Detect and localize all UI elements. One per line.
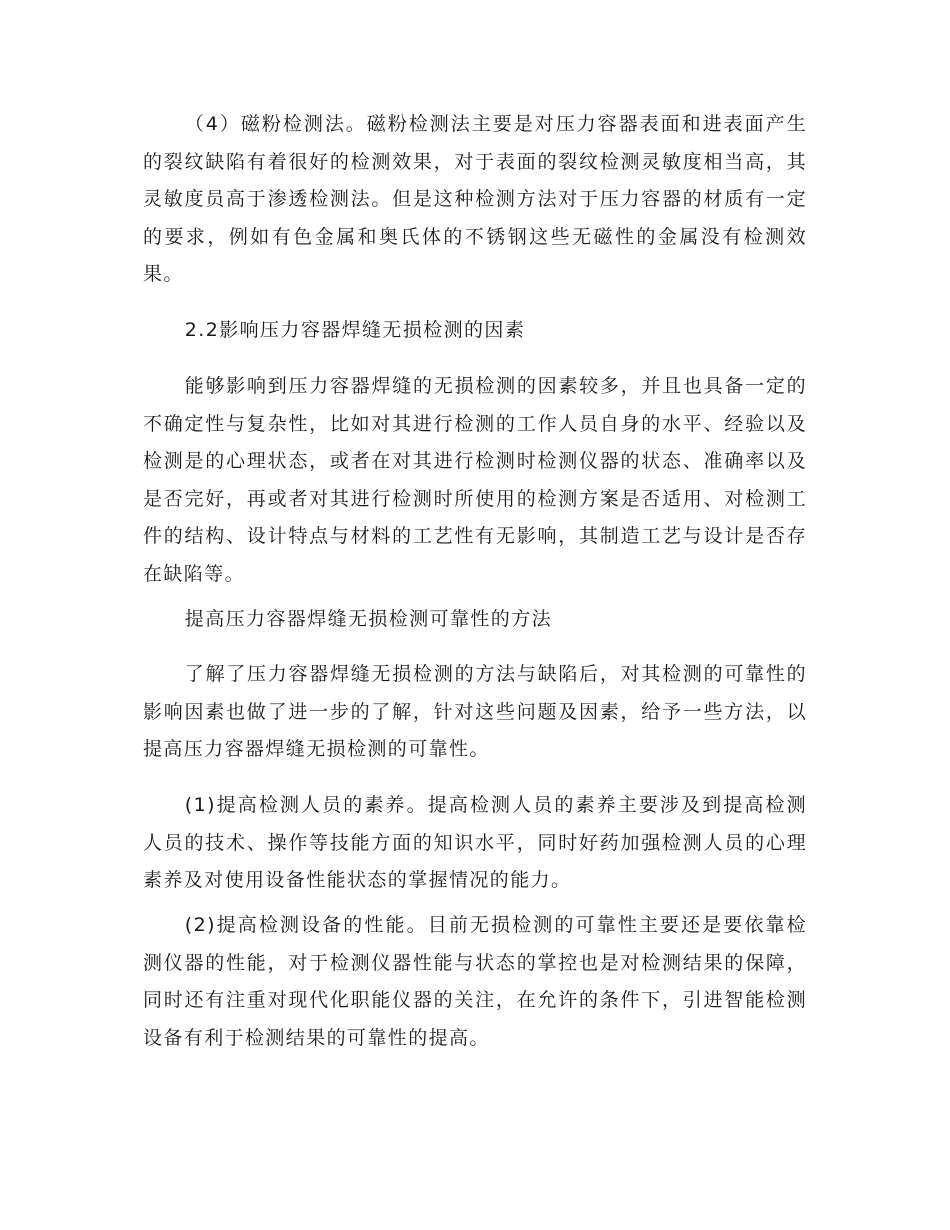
paragraph-magnetic-particle-testing: （4）磁粉检测法。磁粉检测法主要是对压力容器表面和进表面产生的裂纹缺陷有着很好的检测效果，对于表面的裂纹检测灵敏度相当高，其灵敏度员高于渗透检测法。但是这种检测方法对于压力容器的材质有一定的要求，例如有色金属和奥氏体的不锈钢这些无磁性的金属没有检测效果。 — [143, 113, 807, 285]
paragraph-method-2: (2)提高检测设备的性能。目前无损检测的可靠性主要还是要依靠检测仪器的性能，对于检测仪器性能与状态的掌控也是对检测结果的保障，同时还有注重对现代化职能仪器的关注，在允许的条件下，引进智能检测设备有利于检测结果的可靠性的提高。 — [143, 914, 807, 1049]
paragraph-influencing-factors: 能够影响到压力容器焊缝的无损检测的因素较多，并且也具备一定的不确定性与复杂性，比如对其进行检测的工作人员自身的水平、经验以及检测是的心理状态，或者在对其进行检测时检测仪器的状态、准确率以及是否完好，再或者对其进行检测时所使用的检测方案是否适用、对检测工件的结构、设计特点与材料的工艺性有无影响，其制造工艺与设计是否存在缺陷等。 — [143, 375, 807, 585]
paragraph-methods-intro: 了解了压力容器焊缝无损检测的方法与缺陷后，对其检测的可靠性的影响因素也做了进一步的了解，针对这些问题及因素，给予一些方法，以提高压力容器焊缝无损检测的可靠性。 — [143, 663, 807, 760]
section-heading-methods: 提高压力容器焊缝无损检测可靠性的方法 — [184, 608, 552, 630]
paragraph-method-1: (1)提高检测人员的素养。提高检测人员的素养主要涉及到提高检测人员的技术、操作等技能方面的知识水平，同时好药加强检测人员的心理素养及对使用设备性能状态的掌握情况的能力。 — [143, 794, 807, 891]
section-heading-2-2: 2.2影响压力容器焊缝无损检测的因素 — [184, 319, 526, 341]
